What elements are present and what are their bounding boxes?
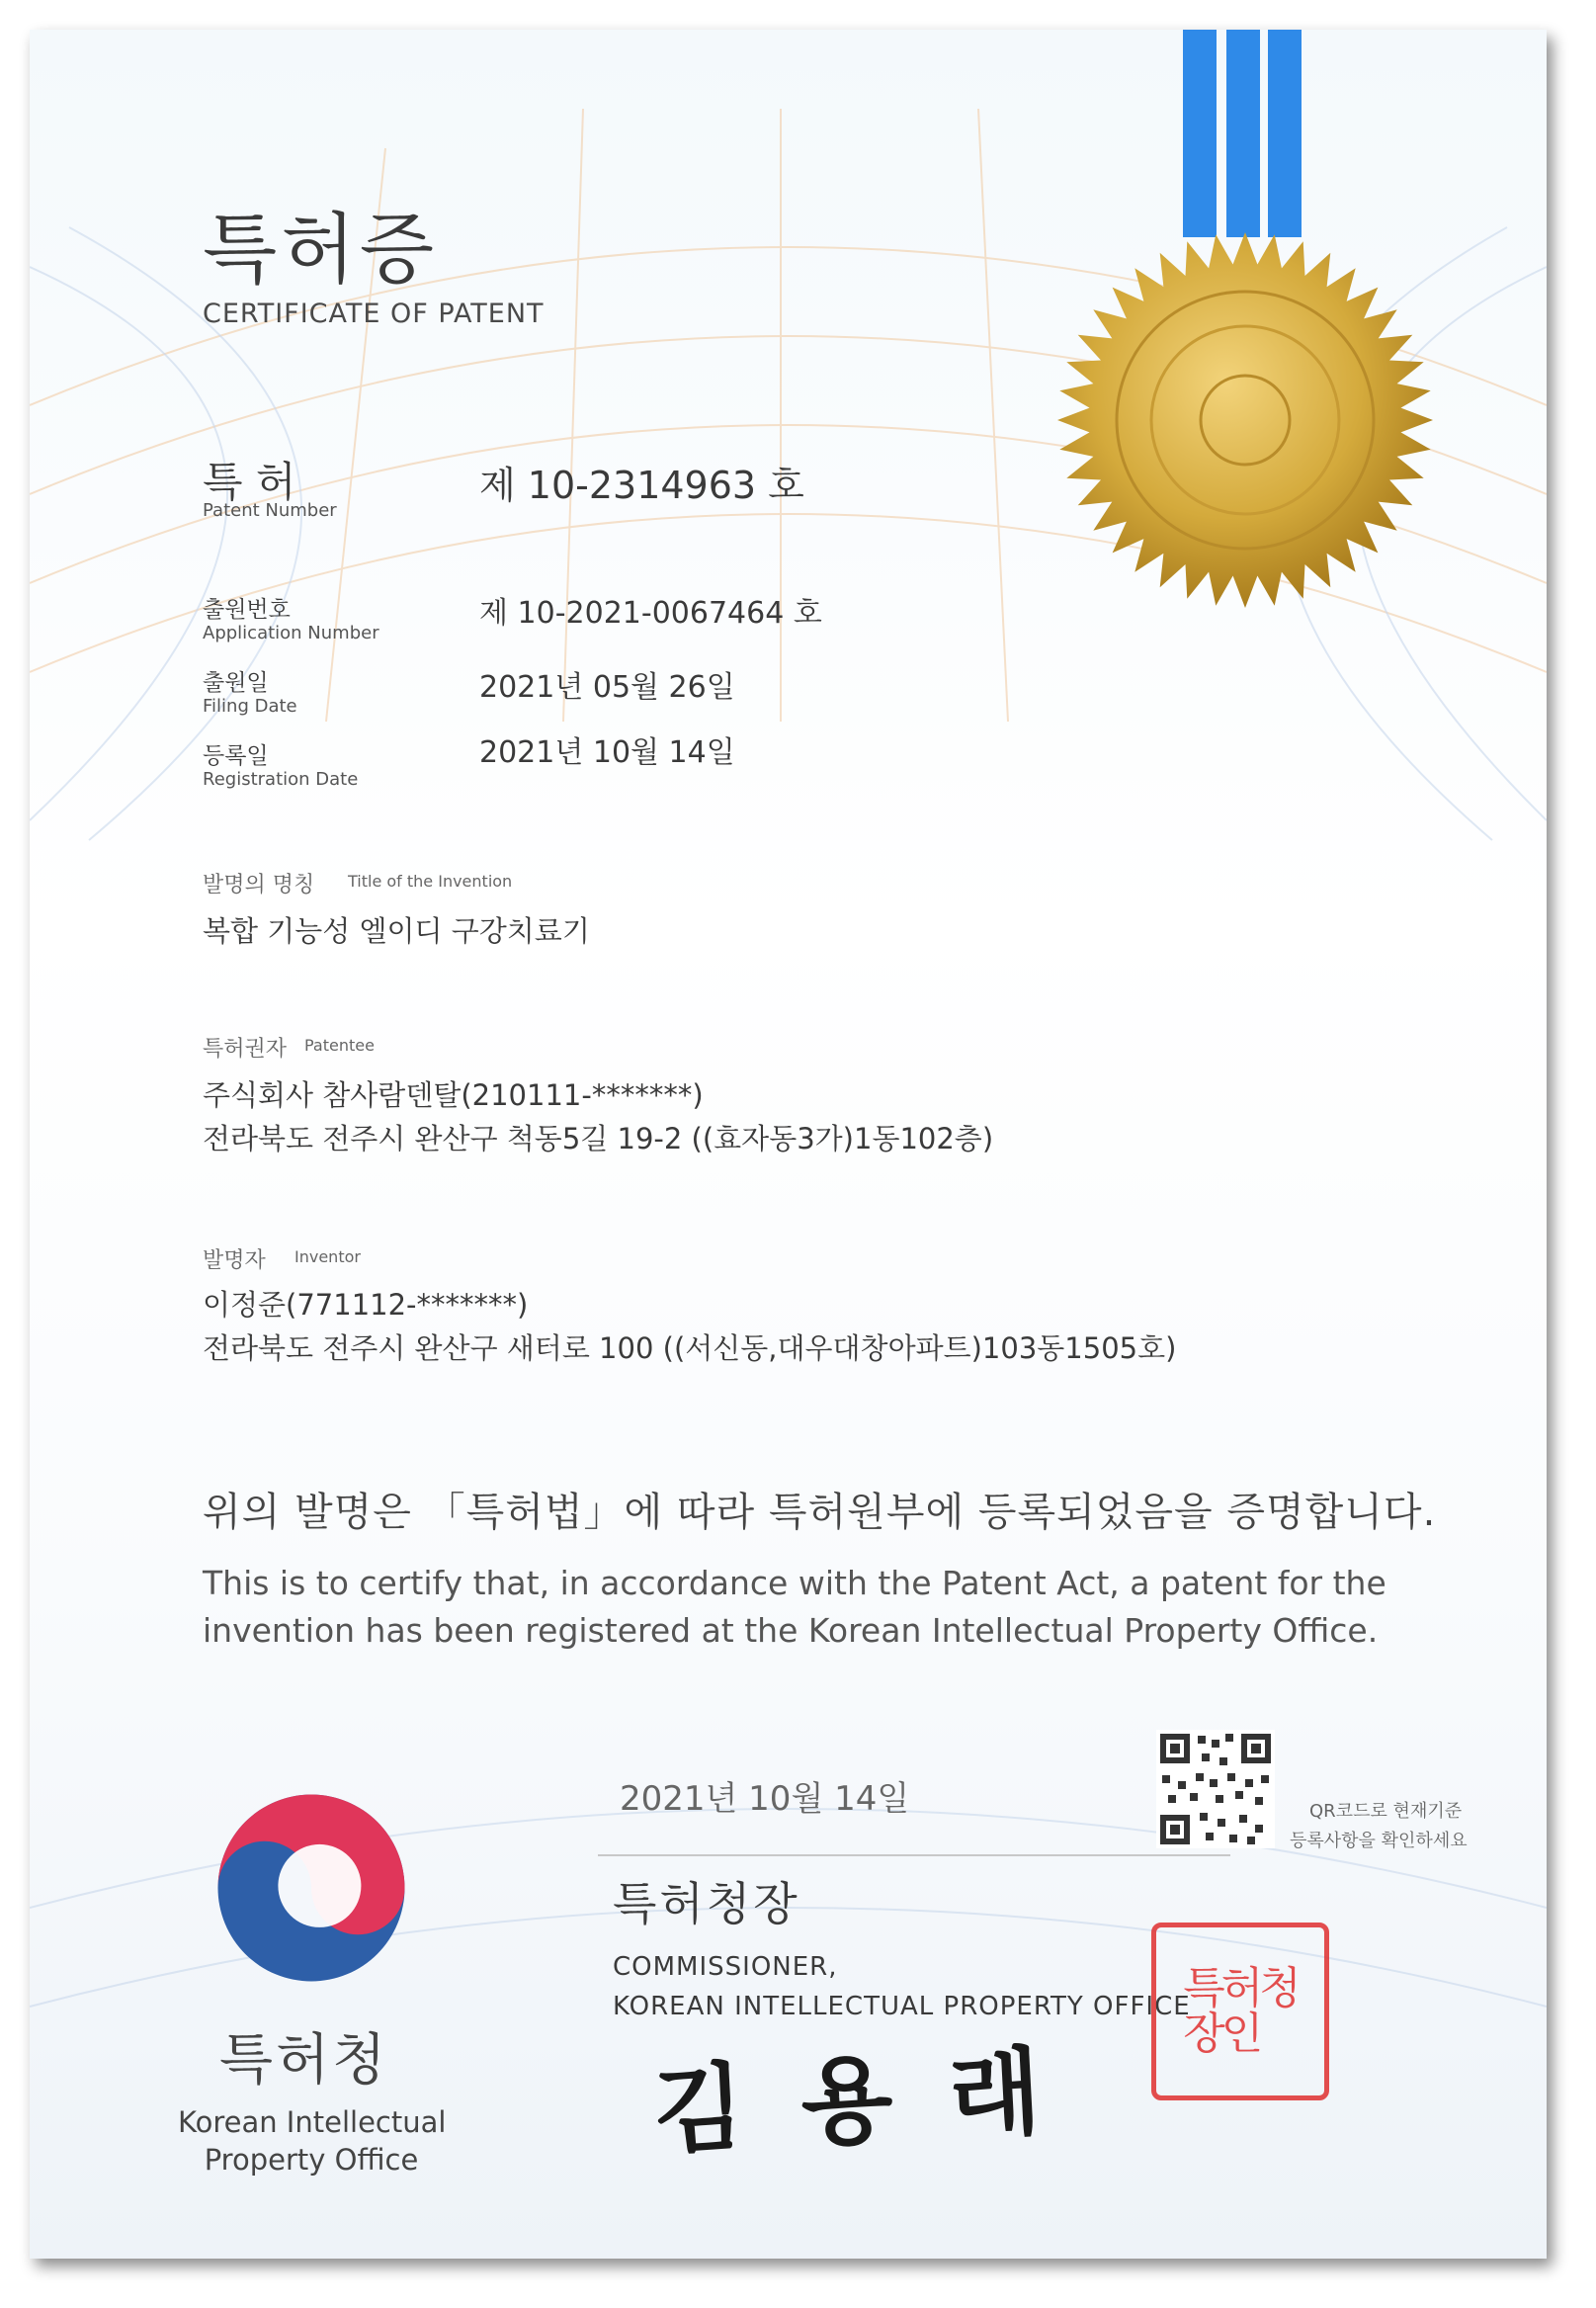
commissioner-title-ko: 특허청장 [613, 1877, 800, 1930]
qr-note-line1: QR코드로 현재기준 [1309, 1801, 1463, 1822]
qr-code-icon[interactable] [1156, 1730, 1275, 1848]
office-name-en-line2: Property Office [204, 2143, 419, 2177]
ribbon-stripe [1226, 30, 1260, 237]
certificate-sheet [30, 30, 1547, 2259]
invention-title: 복합 기능성 엘이디 구강치료기 [203, 914, 590, 948]
certification-statement-ko: 위의 발명은 「특허법」에 따라 특허원부에 등록되었음을 증명합니다. [203, 1490, 1437, 1535]
office-name-ko: 특허청 [219, 2028, 389, 2093]
registration-date-label-ko: 등록일 [203, 743, 269, 769]
inventor-label-ko: 발명자 [203, 1248, 266, 1273]
commissioner-title-en-line1: COMMISSIONER, [613, 1952, 838, 1982]
issue-date: 2021년 10월 14일 [620, 1779, 910, 1819]
registration-date-label-en: Registration Date [203, 769, 359, 790]
inventor-address: 전라북도 전주시 완산구 새터로 100 ((서신동,대우대창아파트)103동1505호) [203, 1331, 1177, 1365]
patent-number-label-ko: 특 허 [203, 458, 296, 506]
invention-label-en: Title of the Invention [348, 872, 513, 891]
patent-number-label-en: Patent Number [203, 500, 337, 521]
kipo-taegeuk-logo-icon [208, 1784, 415, 1992]
patentee-address: 전라북도 전주시 완산구 척동5길 19-2 ((효자동3가)1동102층) [203, 1122, 994, 1155]
divider-line [598, 1854, 1230, 1856]
certification-statement-en-line1: This is to certify that, in accordance with the Patent Act, a patent for the [203, 1564, 1386, 1602]
ribbon-stripe [1183, 30, 1217, 237]
official-stamp-icon: 특 허 청 장 인 [1151, 1923, 1329, 2100]
inventor-label-en: Inventor [294, 1247, 361, 1266]
certificate-title-en: CERTIFICATE OF PATENT [203, 299, 545, 329]
registration-date-value: 2021년 10월 14일 [479, 735, 735, 770]
filing-date-label-en: Filing Date [203, 696, 297, 717]
application-number-value: 제 10-2021-0067464 호 [479, 596, 822, 631]
office-name-en-line1: Korean Intellectual [178, 2105, 447, 2139]
filing-date-label-ko: 출원일 [203, 670, 269, 696]
ribbon-stripe [1268, 30, 1302, 237]
patentee-label-en: Patentee [304, 1036, 375, 1055]
gold-seal-icon [1048, 213, 1443, 628]
commissioner-signature: 김 용 래 [649, 2034, 1056, 2168]
certification-statement-en-line2: invention has been registered at the Korean Intellectual Property Office. [203, 1611, 1379, 1650]
certificate-title-ko: 특허증 [203, 206, 439, 295]
inventor-name: 이정준(771112-*******) [203, 1288, 529, 1322]
application-number-label-en: Application Number [203, 623, 379, 643]
patentee-name: 주식회사 참사람덴탈(210111-*******) [203, 1078, 704, 1112]
filing-date-value: 2021년 05월 26일 [479, 670, 735, 705]
invention-label-ko: 발명의 명칭 [203, 873, 315, 898]
commissioner-title-en-line2: KOREAN INTELLECTUAL PROPERTY OFFICE [613, 1992, 1191, 2021]
qr-note-line2: 등록사항을 확인하세요 [1290, 1831, 1468, 1851]
application-number-label-ko: 출원번호 [203, 597, 291, 623]
patentee-label-ko: 특허권자 [203, 1037, 288, 1062]
patent-number-value: 제 10-2314963 호 [479, 464, 804, 507]
